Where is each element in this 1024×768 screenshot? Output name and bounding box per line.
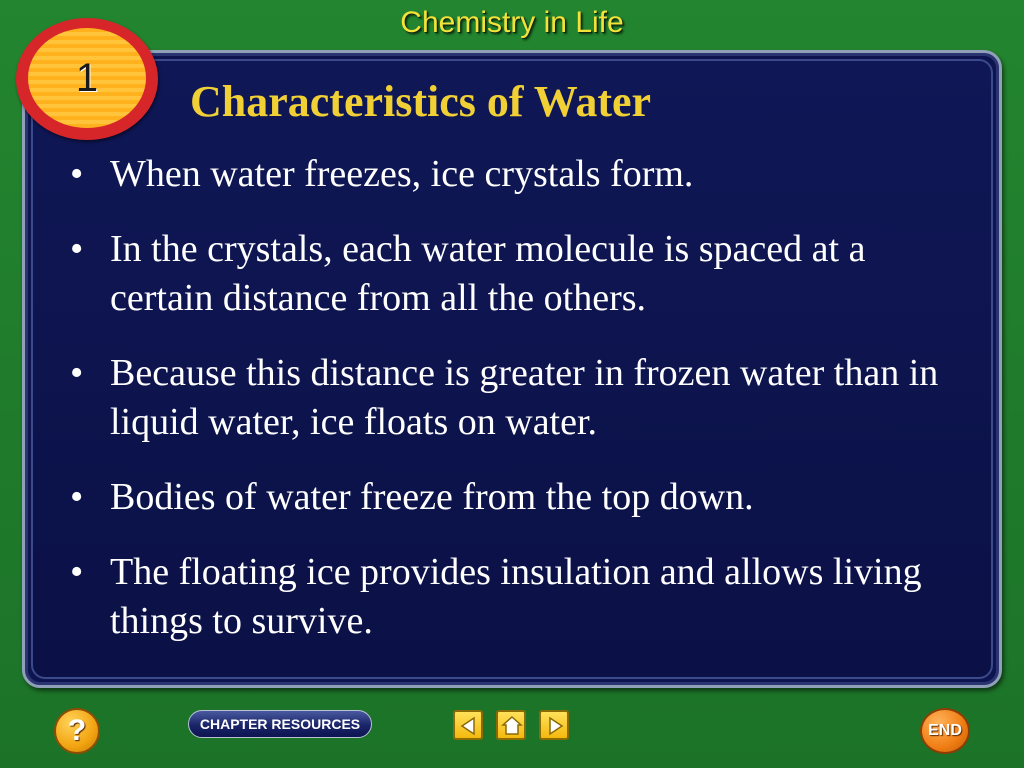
home-button[interactable] [496, 710, 526, 740]
section-number: 1 [75, 56, 99, 100]
previous-button[interactable] [453, 710, 483, 740]
bullet-text: In the crystals, each water molecule is spaced at a certain distance from all the others. [110, 228, 866, 319]
bullet-item [70, 150, 960, 199]
slide-title: Characteristics of Water [190, 77, 652, 126]
bullet-list [70, 150, 960, 672]
bullet-text: Bodies of water freeze from the top down. [110, 476, 754, 518]
help-button[interactable]: ? [54, 708, 100, 754]
end-button[interactable]: END [920, 708, 970, 754]
section-number-badge [16, 18, 158, 140]
bullet-item [70, 225, 960, 323]
bullet-dot: • [70, 352, 84, 394]
bullet-text: When water freezes, ice crystals form. [110, 153, 694, 195]
next-arrow-icon [544, 715, 566, 737]
previous-arrow-icon [458, 715, 480, 737]
bullet-item [70, 349, 960, 447]
bullet-item [70, 548, 960, 646]
bullet-item [70, 473, 960, 522]
chapter-resources-button[interactable]: CHAPTER RESOURCES [188, 710, 372, 738]
bullet-dot: • [70, 228, 84, 270]
bullet-dot: • [70, 476, 84, 518]
section-header-title: Chemistry in Life [400, 6, 624, 39]
bullet-dot: • [70, 551, 84, 593]
bullet-text: The floating ice provides insulation and allows living things to survive. [110, 551, 922, 642]
bullet-dot: • [70, 153, 84, 195]
home-icon [501, 715, 523, 737]
next-button[interactable] [539, 710, 569, 740]
footer-toolbar [0, 700, 1024, 768]
bullet-text: Because this distance is greater in frozen water than in liquid water, ice floats on water. [110, 352, 939, 443]
